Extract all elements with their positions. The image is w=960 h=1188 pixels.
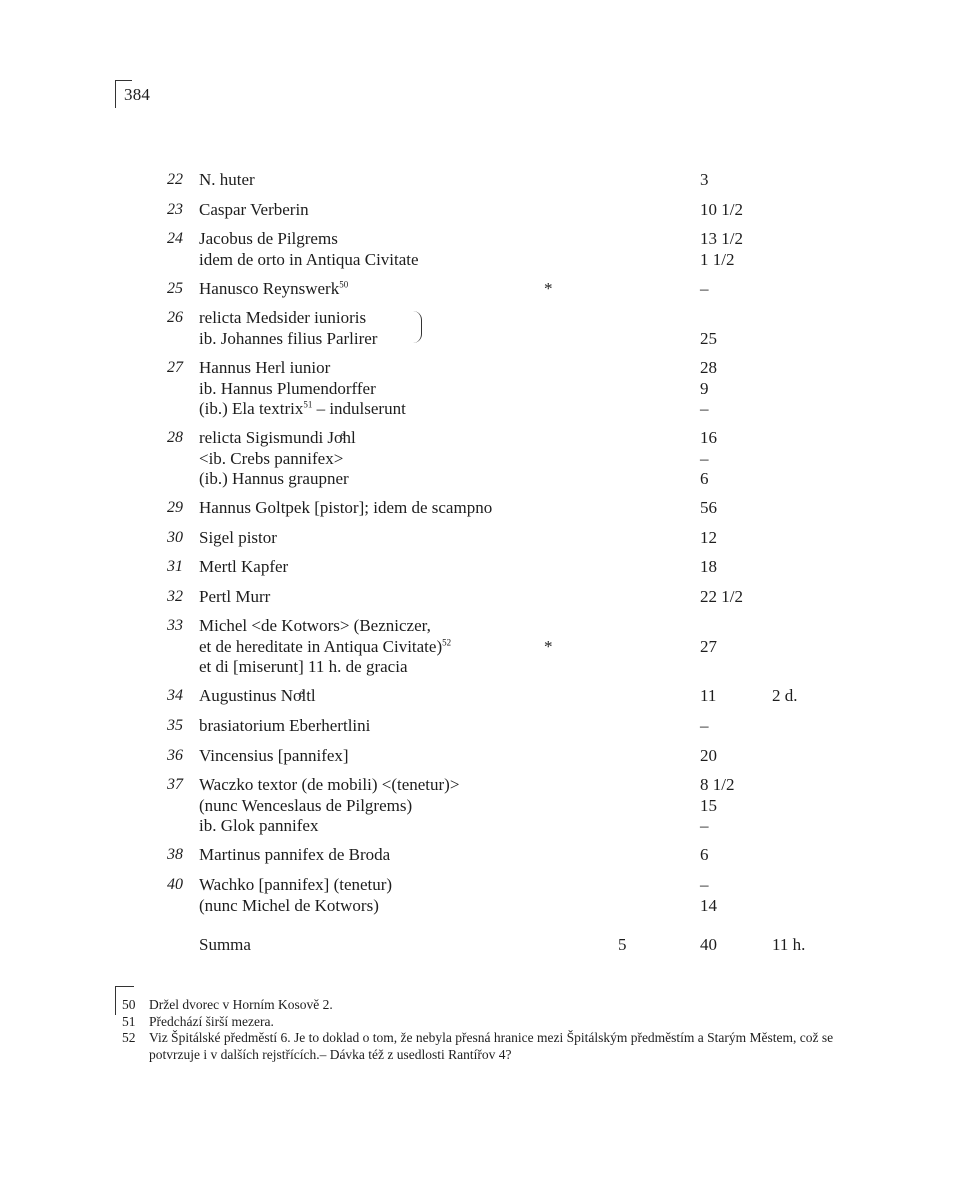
footnote-text: Držel dvorec v Horním Kosově 2. — [149, 997, 333, 1012]
entry-name-text: Hannus Goltpek [pistor]; idem de scampno — [199, 498, 493, 517]
entry-name — [199, 875, 392, 896]
entry-name-text: Martinus pannifex de Broda — [199, 845, 391, 864]
record-line — [0, 379, 960, 400]
entry-value: – — [700, 875, 709, 894]
record-entry — [0, 875, 960, 916]
footnote-number: 51 — [122, 1013, 136, 1029]
entry-value: – — [700, 816, 709, 835]
entry-value: 12 — [700, 528, 717, 547]
entry-name-text: Michel <de Kotwors> (Bezniczer, — [199, 616, 431, 635]
entry-name — [199, 657, 408, 678]
entry-value: 1 1/2 — [700, 249, 735, 269]
asterisk-mark: * — [544, 636, 553, 656]
entry-name-text: relicta Medsider iunioris — [199, 308, 367, 327]
entry-number: 33 — [167, 617, 183, 634]
entry-name — [199, 279, 348, 300]
entry-name — [199, 449, 343, 470]
entry-name — [199, 399, 406, 420]
summa-label: Summa — [199, 935, 251, 954]
entry-number: 32 — [167, 588, 183, 605]
record-entry — [0, 587, 960, 608]
footnote-number: 50 — [122, 997, 136, 1012]
entry-number: 29 — [167, 499, 183, 516]
entry-name — [199, 637, 451, 658]
footnote-ref: 51 — [303, 399, 313, 410]
record-entry — [0, 200, 960, 221]
entry-name-text: Pertl Murr — [199, 587, 271, 606]
entry-number: 38 — [167, 846, 183, 863]
entry-name-text: ib. Johannes filius Parlirer — [199, 328, 378, 348]
entry-number: 34 — [167, 687, 183, 704]
entry-value: 25 — [700, 328, 717, 348]
page-number: 384 — [124, 85, 151, 104]
entry-number: 24 — [167, 230, 183, 247]
record-entry — [0, 229, 960, 270]
entry-number: 35 — [167, 717, 183, 734]
entry-name-text: Hanusco Reynswerk — [199, 279, 340, 298]
entry-name — [199, 845, 390, 866]
entry-name-text: idem de orto in Antiqua Civitate — [199, 249, 419, 269]
summa-line — [0, 935, 960, 956]
summa-col1: 5 — [618, 935, 627, 954]
record-entry — [0, 775, 960, 837]
entry-name — [199, 329, 377, 350]
record-entry — [0, 170, 960, 191]
entry-name — [199, 308, 366, 329]
record-line — [0, 796, 960, 817]
record-entry — [0, 557, 960, 578]
entry-number: 22 — [167, 171, 183, 188]
record-entry — [0, 746, 960, 767]
entry-value: 13 1/2 — [700, 229, 743, 248]
footnote-text: Viz Špitálské předměstí 6. Je to doklad o tom, že nebyla přesná hranice mezi Špitálským předměstím a Starým Městem, což se potvrzuje i v dalších rejstřících.– Dávka též z usedlosti Rantířov 4? — [149, 1030, 834, 1062]
entry-name-text: Waczko textor (de mobili) <(tenetur)> — [199, 775, 460, 794]
record-line — [0, 250, 960, 271]
entry-value: 6 — [700, 845, 709, 864]
entry-extra-value: 2 d. — [772, 686, 798, 705]
record-line — [0, 399, 960, 420]
record-line — [0, 308, 960, 329]
entry-value: – — [700, 448, 709, 468]
entry-number: 25 — [167, 280, 183, 297]
entry-value: 27 — [700, 636, 717, 656]
entry-number: 40 — [167, 876, 183, 893]
grouping-brace — [412, 311, 422, 343]
record-line — [0, 716, 960, 737]
record-entry — [0, 686, 960, 707]
entry-value: 9 — [700, 378, 709, 398]
record-line — [0, 200, 960, 221]
entry-number: 36 — [167, 747, 183, 764]
record-line — [0, 358, 960, 379]
summa-col3: 11 h. — [772, 935, 806, 954]
record-line — [0, 875, 960, 896]
record-entry — [0, 716, 960, 737]
entry-name — [199, 716, 370, 737]
entry-name-text: Hannus Herl iunior — [199, 358, 331, 377]
entry-number: 23 — [167, 201, 183, 218]
entry-name-text: Vincensius [pannifex] — [199, 746, 349, 765]
record-line — [0, 428, 960, 449]
entry-name-text: N. huter — [199, 170, 255, 189]
entry-value: 20 — [700, 746, 717, 765]
record-line — [0, 686, 960, 707]
record-line — [0, 657, 960, 678]
entry-value: 11 — [700, 686, 717, 705]
record-entry — [0, 279, 960, 300]
footnote-text: Předchází širší mezera. — [149, 1013, 274, 1029]
entry-name-text: ib. Hannus Plumendorffer — [199, 378, 376, 398]
entry-value: – — [700, 399, 709, 418]
entry-name — [199, 358, 330, 379]
record-line — [0, 329, 960, 350]
entry-number: 37 — [167, 776, 183, 793]
entry-number: 30 — [167, 529, 183, 546]
footnote — [115, 997, 855, 1014]
footnote — [115, 1014, 855, 1031]
entry-value: 3 — [700, 170, 709, 189]
entry-name — [199, 557, 288, 578]
entry-name-text: Jacobus de Pilgrems — [199, 229, 338, 248]
record-line — [0, 587, 960, 608]
record-line — [0, 170, 960, 191]
record-entry — [0, 358, 960, 420]
entry-value: 56 — [700, 498, 717, 517]
entry-value: 8 1/2 — [700, 775, 735, 794]
entry-name-text: (nunc Michel de Kotwors) — [199, 895, 379, 915]
entry-number: 31 — [167, 558, 183, 575]
summa-row — [0, 935, 960, 956]
record-entry — [0, 528, 960, 549]
record-line — [0, 896, 960, 917]
record-line — [0, 616, 960, 637]
entry-name — [199, 587, 270, 608]
record-line — [0, 845, 960, 866]
entry-name-text: (ib.) Ela textrix — [199, 399, 304, 418]
entry-name — [199, 428, 356, 449]
record-line — [0, 637, 960, 658]
record-entry — [0, 498, 960, 519]
entry-value: 22 1/2 — [700, 587, 743, 606]
entry-value: – — [700, 716, 709, 735]
footnote — [115, 1030, 855, 1063]
entry-name-text: <ib. Crebs pannifex> — [199, 448, 344, 468]
record-line — [0, 775, 960, 796]
entry-name — [199, 616, 431, 637]
record-entry — [0, 845, 960, 866]
entry-name — [199, 528, 277, 549]
entry-name — [199, 775, 459, 796]
entry-name — [199, 896, 379, 917]
record-line — [0, 528, 960, 549]
footnotes — [115, 997, 855, 1063]
entry-name-suffix: – indulserunt — [312, 399, 406, 418]
footnote-ref: 50 — [339, 279, 349, 290]
entry-name-text: (nunc Wenceslaus de Pilgrems) — [199, 795, 413, 815]
entry-name — [199, 796, 412, 817]
record-entry — [0, 616, 960, 678]
entry-name — [199, 816, 318, 837]
record-line — [0, 557, 960, 578]
summa-value: 40 — [700, 935, 717, 954]
record-line — [0, 816, 960, 837]
entry-name-text: ib. Glok pannifex — [199, 816, 319, 835]
entry-name-text: Mertl Kapfer — [199, 557, 289, 576]
record-line — [0, 469, 960, 490]
footnote-number: 52 — [122, 1030, 136, 1045]
entry-name — [199, 379, 376, 400]
entry-name-text: Caspar Verberin — [199, 200, 309, 219]
entry-name — [199, 686, 316, 707]
entry-number: 26 — [167, 309, 183, 326]
entry-name-text: (ib.) Hannus graupner — [199, 469, 349, 488]
entry-value: 14 — [700, 895, 717, 915]
entry-name-text: et de hereditate in Antiqua Civitate) — [199, 636, 443, 656]
entry-name-text: brasiatorium Eberhertlini — [199, 716, 371, 735]
entry-name — [199, 170, 255, 191]
entry-name — [199, 469, 349, 490]
record-line — [0, 498, 960, 519]
record-entry — [0, 428, 960, 490]
entry-name — [199, 200, 309, 221]
entry-name — [199, 250, 419, 271]
record-line — [0, 746, 960, 767]
footnote-ref: 52 — [442, 636, 452, 647]
entry-value: 10 1/2 — [700, 200, 743, 219]
entry-value: 16 — [700, 428, 717, 447]
entry-name-text: relicta Sigismundi Joͤhl — [199, 428, 356, 447]
entry-value: 28 — [700, 358, 717, 377]
entry-name-text: Augustinus Noͤltl — [199, 686, 316, 705]
entry-name-text: et di [miserunt] 11 h. de gracia — [199, 657, 408, 676]
entry-value: 6 — [700, 469, 709, 488]
entry-value: 18 — [700, 557, 717, 576]
entry-name-text: Sigel pistor — [199, 528, 277, 547]
entry-name — [199, 746, 349, 767]
entry-name-text: Wachko [pannifex] (tenetur) — [199, 875, 393, 894]
asterisk-mark: * — [544, 279, 553, 298]
entry-value: 15 — [700, 795, 717, 815]
record-line — [0, 229, 960, 250]
record-line — [0, 449, 960, 470]
entry-value: – — [700, 279, 709, 298]
record-entry — [0, 308, 960, 349]
entry-number: 27 — [167, 359, 183, 376]
entry-name — [199, 229, 338, 250]
record-line — [0, 279, 960, 300]
entry-number: 28 — [167, 429, 183, 446]
entry-name — [199, 498, 492, 519]
